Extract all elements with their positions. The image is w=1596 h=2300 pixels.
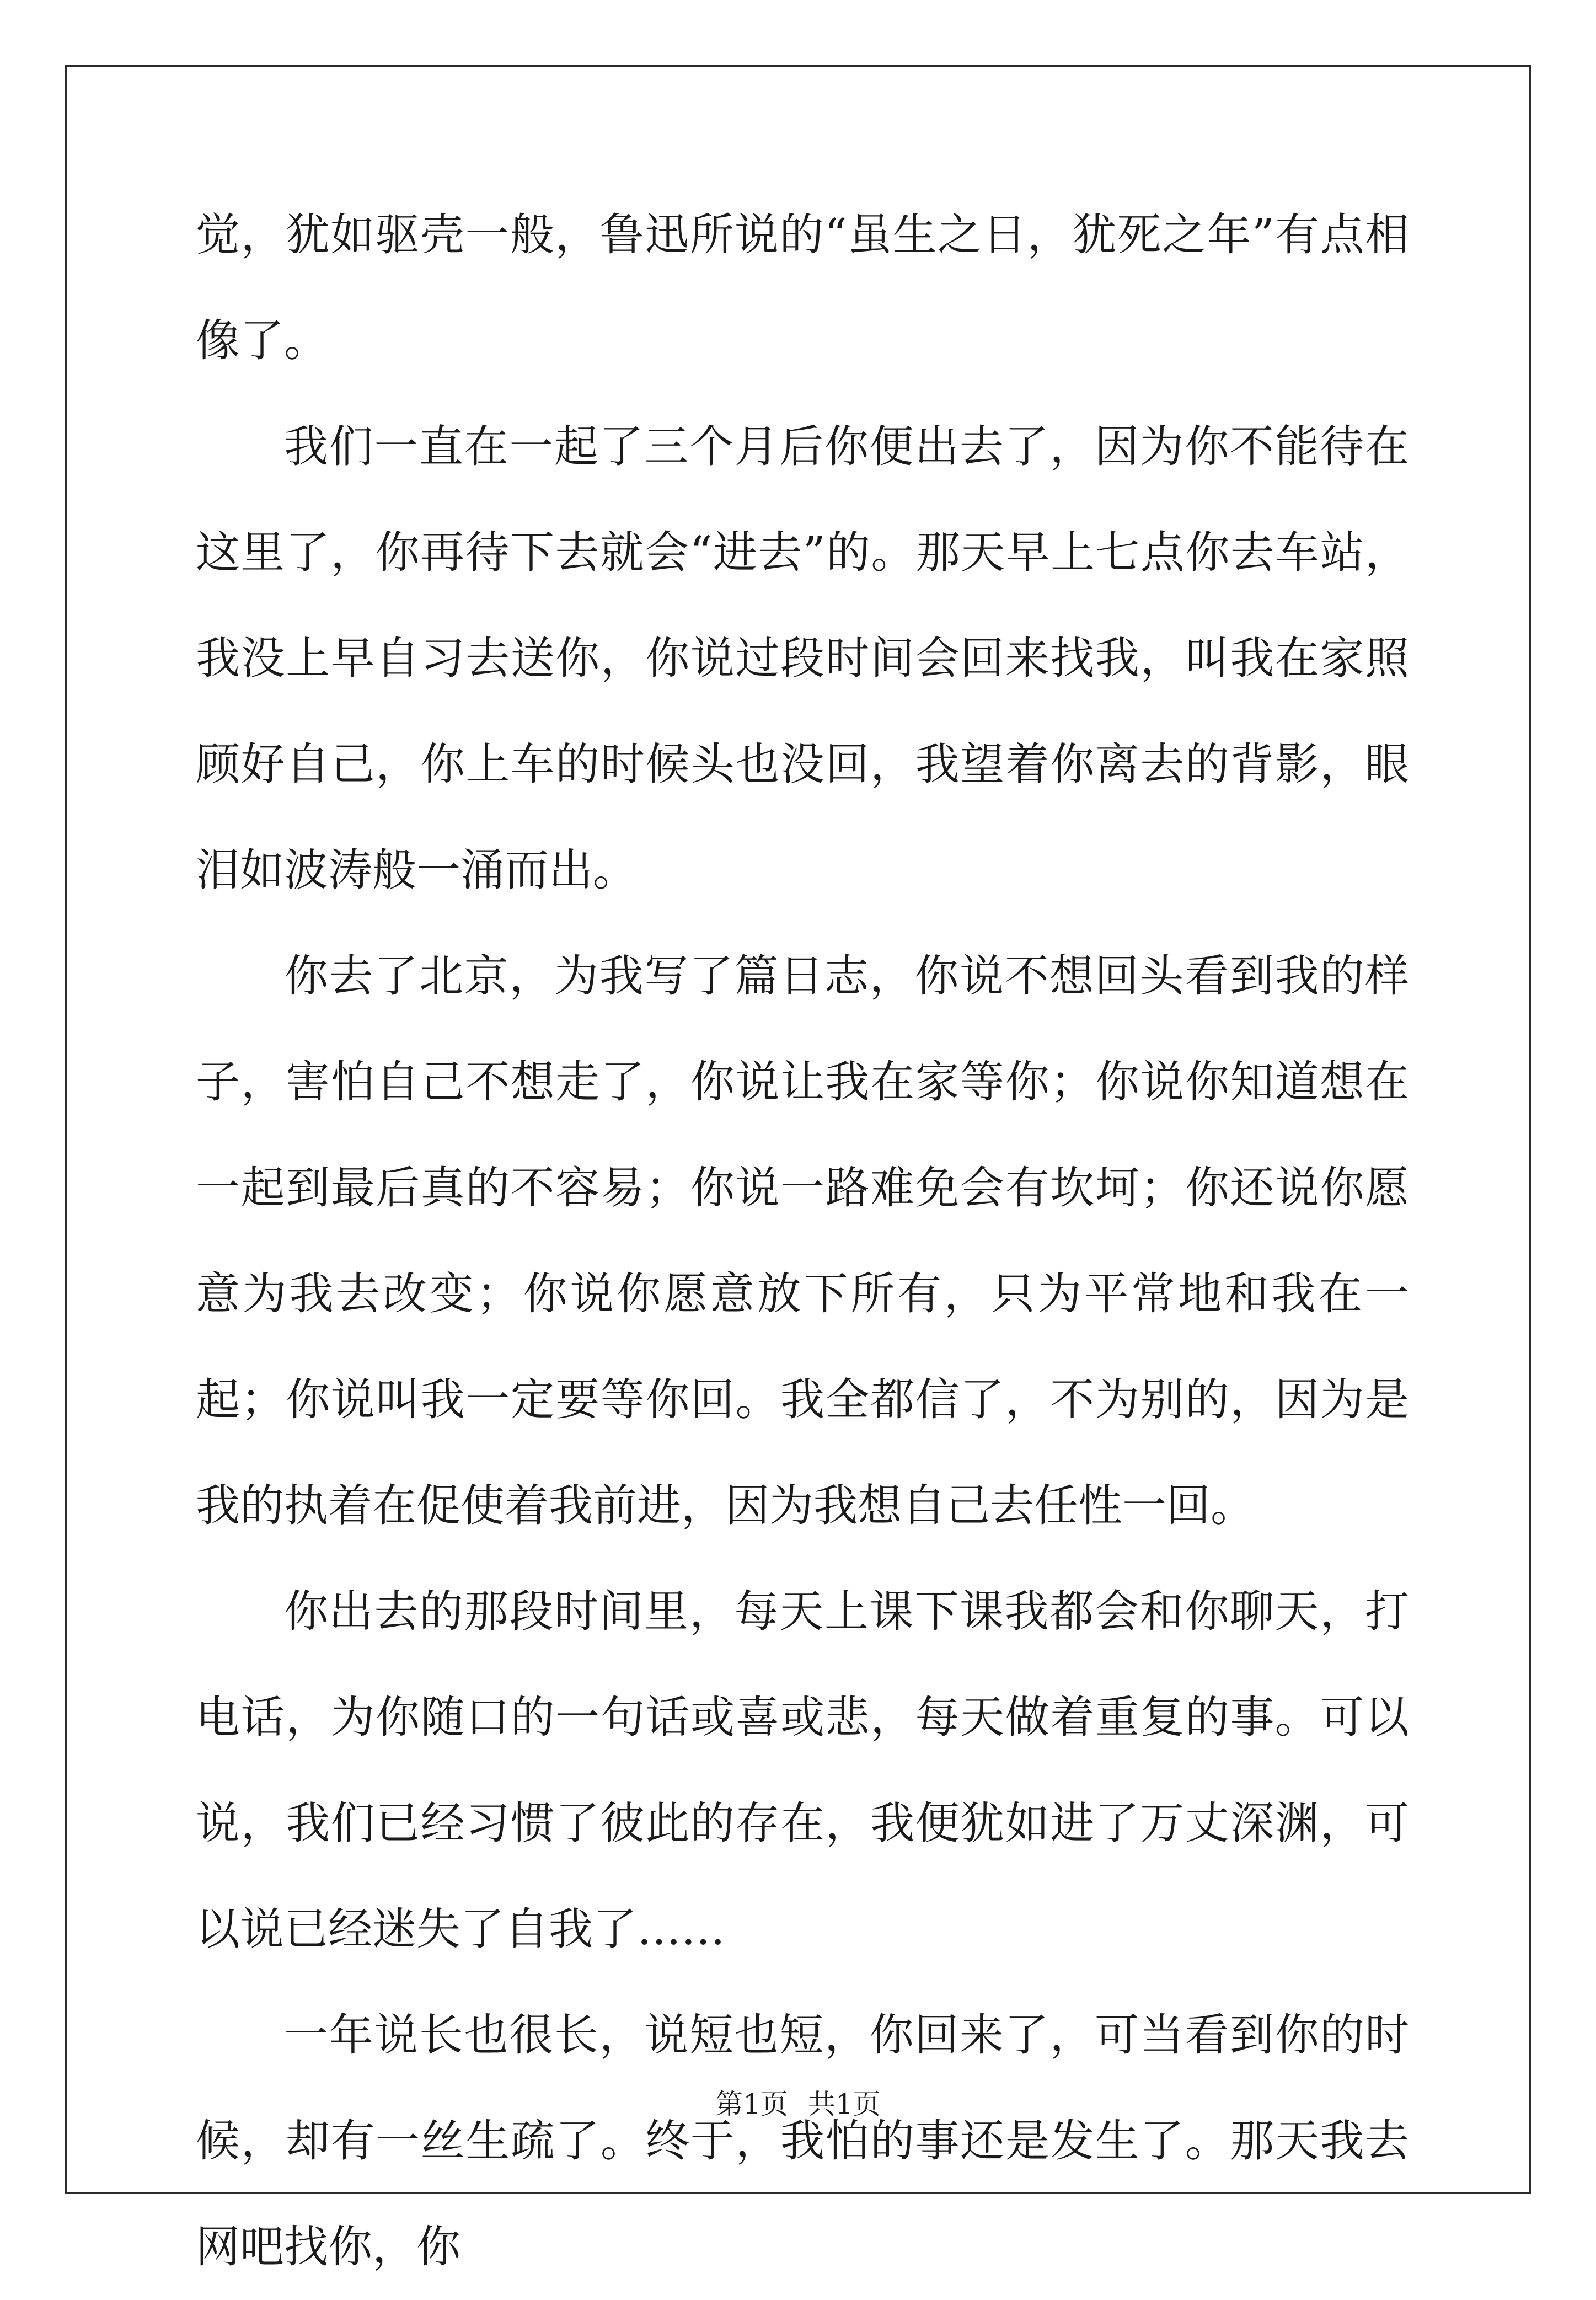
paragraph: 我们一直在一起了三个月后你便出去了，因为你不能待在这里了，你再待下去就会“进去”的。那天早上七点你去车站，我没上早自习去送你，你说过段时间会回来找我，叫我在家照顾好自己，你上车的时候头也没回，我望着你离去的背影，眼泪如波涛般一涌而出。: [196, 421, 1409, 896]
paragraph: 你去了北京，为我写了篇日志，你说不想回头看到我的样子，害怕自己不想走了，你说让我在家等你；你说你知道想在一起到最后真的不容易；你说一路难免会有坎坷；你还说你愿意为我去改变；你说你愿意放下所有，只为平常地和我在一起；你说叫我一定要等你回。我全都信了，不为别的，因为是我的执着在促使着我前进，因为我想自己去任性一回。: [196, 950, 1409, 1531]
page-number-footer: 第1页 共1页: [715, 2088, 881, 2120]
paragraph: 你出去的那段时间里，每天上课下课我都会和你聊天，打电话，为你随口的一句话或喜或悲，每天做着重复的事。可以说，我们已经习惯了彼此的存在，我便犹如进了万丈深渊，可以说已经迷失了自我了……: [196, 1586, 1409, 1955]
paragraph: 一年说长也很长，说短也短，你回来了，可当看到你的时候，却有一丝生疏了。终于，我怕的事还是发生了。那天我去网吧找你，你: [196, 2009, 1409, 2272]
document-body: [196, 182, 1409, 2300]
paragraph: 觉，犹如驱壳一般，鲁迅所说的“虽生之日，犹死之年”有点相像了。: [196, 209, 1409, 366]
